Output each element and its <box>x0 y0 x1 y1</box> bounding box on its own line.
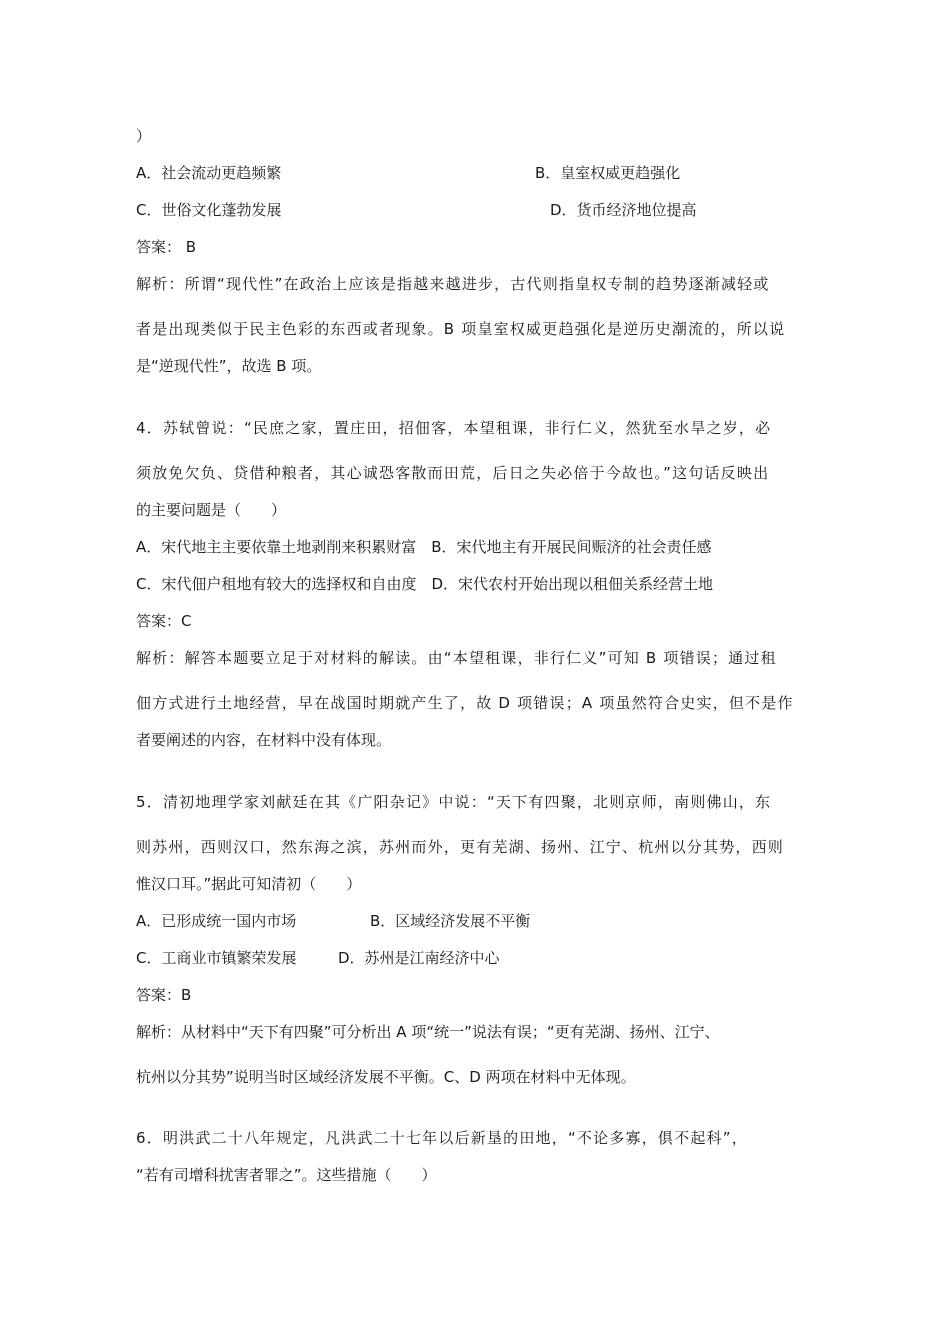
q4-answer: 答案：C <box>136 612 192 630</box>
q4-stem-line: 须放免欠负、贷借种粮者，其心诚恐客散而田荒，后日之失必倍于今故也。”这句话反映出 <box>136 464 770 482</box>
q5-analysis-line: 解析：从材料中“天下有四聚”可分析出 A 项“统一”说法有误；“更有芜湖、扬州、江宁、 <box>136 1023 720 1041</box>
q5-option-c: C．工商业市镇繁荣发展 <box>136 949 297 967</box>
q3-option-d: D．货币经济地位提高 <box>550 201 697 219</box>
q3-analysis-line: 者是出现类似于民主色彩的东西或者现象。B 项皇室权威更趋强化是逆历史潮流的，所以说 <box>136 320 786 338</box>
q5-option-b: B．区域经济发展不平衡 <box>370 912 531 930</box>
q5-option-a: A．已形成统一国内市场 <box>136 912 297 930</box>
q3-option-c: C．世俗文化蓬勃发展 <box>136 201 282 219</box>
q5-stem-line: 惟汉口耳。”据此可知清初（ ） <box>136 875 362 893</box>
q4-options-cd: C．宋代佃户租地有较大的选择权和自由度 D．宋代农村开始出现以租佃关系经营土地 <box>136 575 714 593</box>
q3-stem-tail: ） <box>136 127 152 145</box>
q5-answer: 答案：B <box>136 986 192 1004</box>
q6-stem-line: 6．明洪武二十八年规定，凡洪武二十七年以后新垦的田地，“不论多寡，俱不起科”， <box>136 1129 748 1147</box>
q3-option-b: B．皇室权威更趋强化 <box>535 164 681 182</box>
q4-options-ab: A．宋代地主主要依靠土地剥削来积累财富 B．宋代地主有开展民间赈济的社会责任感 <box>136 538 712 556</box>
q3-analysis-line: 是“逆现代性”，故选 B 项。 <box>136 357 322 375</box>
q4-stem-line: 4．苏轼曾说：“民庶之家，置庄田，招佃客，本望租课，非行仁义，然犹至水旱之岁，必 <box>136 419 772 437</box>
q3-analysis-line: 解析：所谓“现代性”在政治上应该是指越来越进步，古代则指皇权专制的趋势逐渐减轻或 <box>136 275 770 293</box>
q4-analysis-line: 者要阐述的内容，在材料中没有体现。 <box>136 731 392 749</box>
q6-stem-line: “若有司增科扰害者罪之”。这些措施（ ） <box>136 1166 437 1184</box>
q4-analysis-line: 佃方式进行土地经营，早在战国时期就产生了，故 D 项错误；A 项虽然符合史实，但不是作 <box>136 694 794 712</box>
q3-answer: 答案： B <box>136 238 197 256</box>
q4-analysis-line: 解析：解答本题要立足于对材料的解读。由“本望租课，非行仁义”可知 B 项错误；通过租 <box>136 649 777 667</box>
q3-option-a: A．社会流动更趋频繁 <box>136 164 282 182</box>
q5-stem-line: 则苏州，西则汉口，然东海之滨，苏州而外，更有芜湖、扬州、江宁、杭州以分其势，西则 <box>136 838 785 856</box>
q4-stem-line: 的主要问题是（ ） <box>136 501 287 519</box>
q5-stem-line: 5．清初地理学家刘献廷在其《广阳杂记》中说：“天下有四聚，北则京师，南则佛山，东 <box>136 793 772 811</box>
q5-analysis-line: 杭州以分其势”说明当时区域经济发展不平衡。C、D 两项在材料中无体现。 <box>136 1068 636 1086</box>
q5-option-d: D．苏州是江南经济中心 <box>338 949 500 967</box>
